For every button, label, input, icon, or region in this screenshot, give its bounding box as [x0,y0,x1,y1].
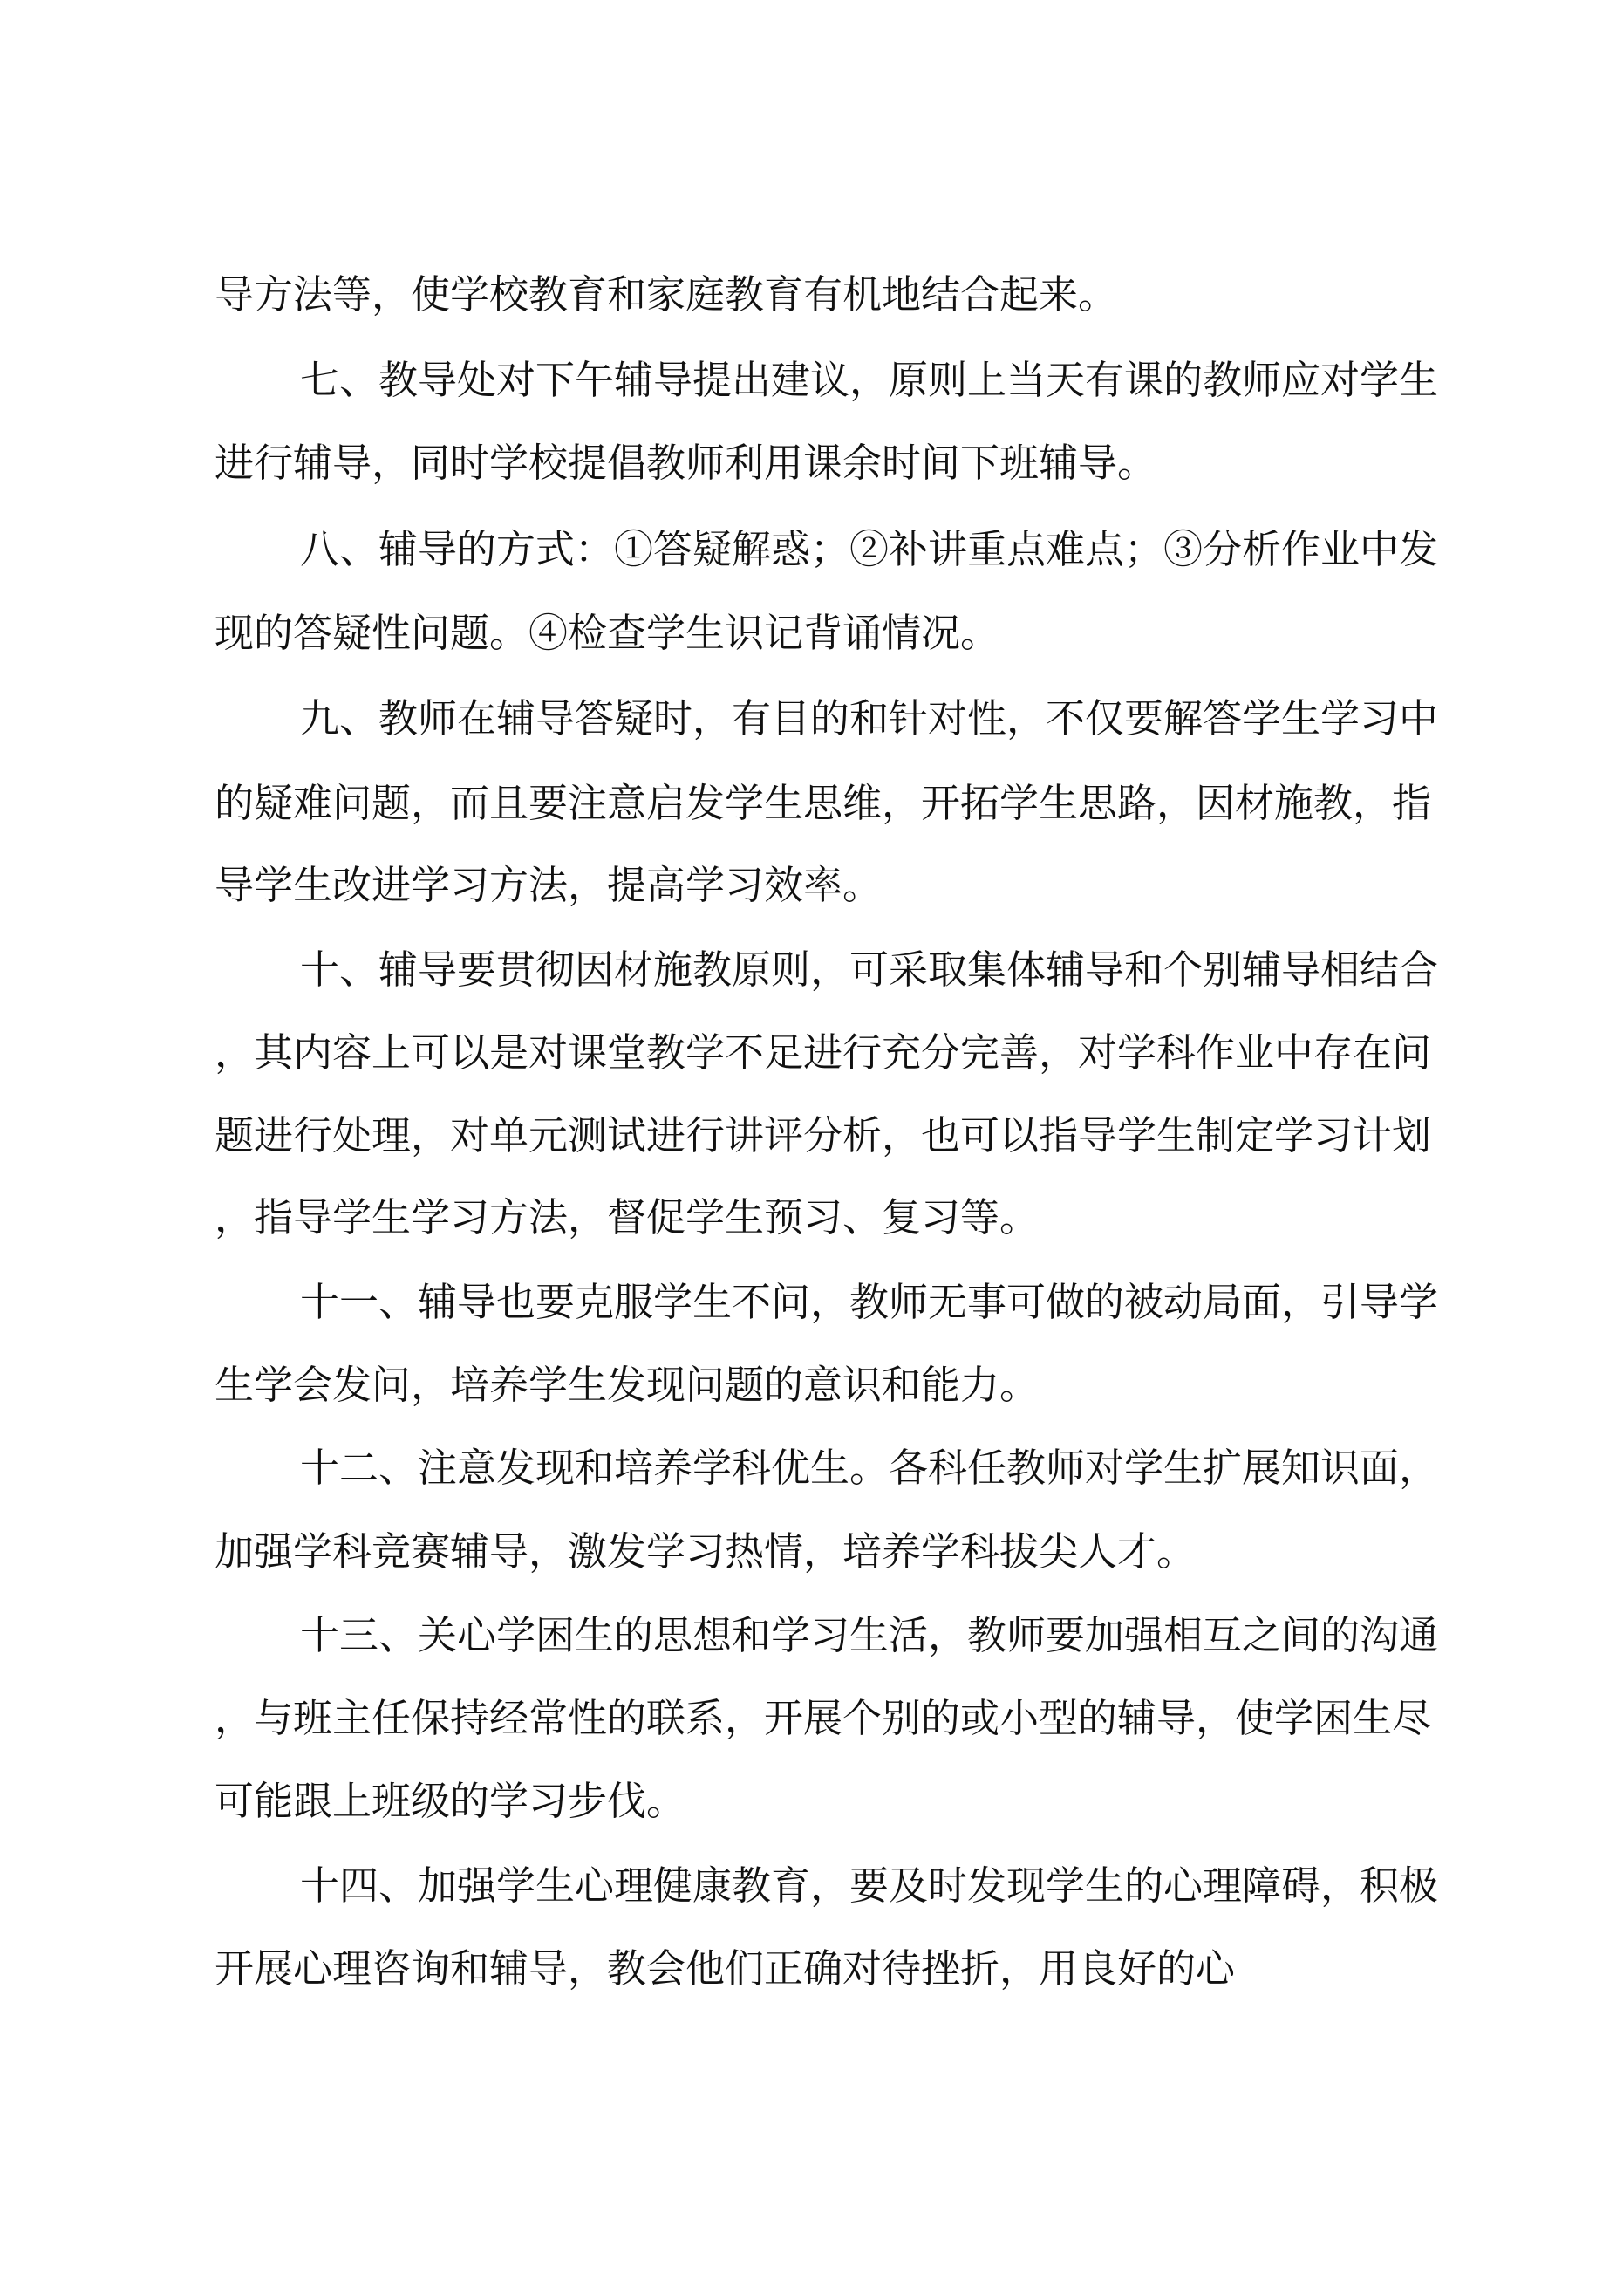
text-line-4: 八、辅导的方式：①答疑解惑；②补讲重点难点；③分析作业中发 [300,526,1439,572]
text-line-12: ，指导学生学习方法，督促学生预习、复习等。 [215,1194,1040,1240]
text-line-18: ，与班主任保持经常性的联系，开展个别的或小型的辅导，使学困生尽 [215,1695,1432,1741]
text-line-8: 导学生改进学习方法，提高学习效率。 [215,862,883,908]
text-line-3: 进行辅导，同时学校提倡教师利用课余时间下班辅导。 [215,440,1157,486]
text-line-11: 题进行处理，对单元测试进行讲评分析，也可以指导学生制定学习计划 [215,1112,1432,1158]
text-line-19: 可能跟上班级的学习步伐。 [215,1778,686,1824]
text-line-14: 生学会发问，培养学生发现问题的意识和能力。 [215,1362,1040,1408]
text-line-16: 加强学科竞赛辅导，激发学习热情，培养学科拔尖人才。 [215,1528,1197,1575]
text-line-5: 现的答疑性问题。④检查学生识记背诵情况。 [215,610,1000,656]
text-line-13: 十一、辅导也要克服学生不问，教师无事可做的被动局面，引导学 [300,1279,1439,1325]
text-line-6: 九、教师在辅导答疑时，有目的和针对性，不仅要解答学生学习中 [300,695,1439,741]
text-line-15: 十二、注意发现和培养学科优生。各科任教师对学生扩展知识面， [300,1445,1439,1491]
text-line-9: 十、辅导要贯彻因材施教原则，可采取集体辅导和个别辅导相结合 [300,946,1439,993]
text-line-20: 十四、加强学生心理健康教育，要及时发现学生的心理障碍，积极 [300,1862,1439,1909]
text-line-1: 导方法等，使学校教育和家庭教育有机地结合起来。 [215,271,1118,318]
text-line-21: 开展心理咨询和辅导，教会他们正确对待挫折，用良好的心 [215,1945,1236,1992]
text-line-10: ，其内容上可以是对课堂教学不足进行充分完善，对学科作业中存在问 [215,1029,1432,1076]
text-line-17: 十三、关心学困生的思想和学习生活，教师要加强相互之间的沟通 [300,1612,1439,1658]
text-line-7: 的疑难问题，而且要注意启发学生思维，开拓学生思路，因材施教，指 [215,780,1432,826]
text-line-2: 七、教导处对下午辅导提出建议，原则上当天有课的教师应对学生 [300,357,1439,403]
